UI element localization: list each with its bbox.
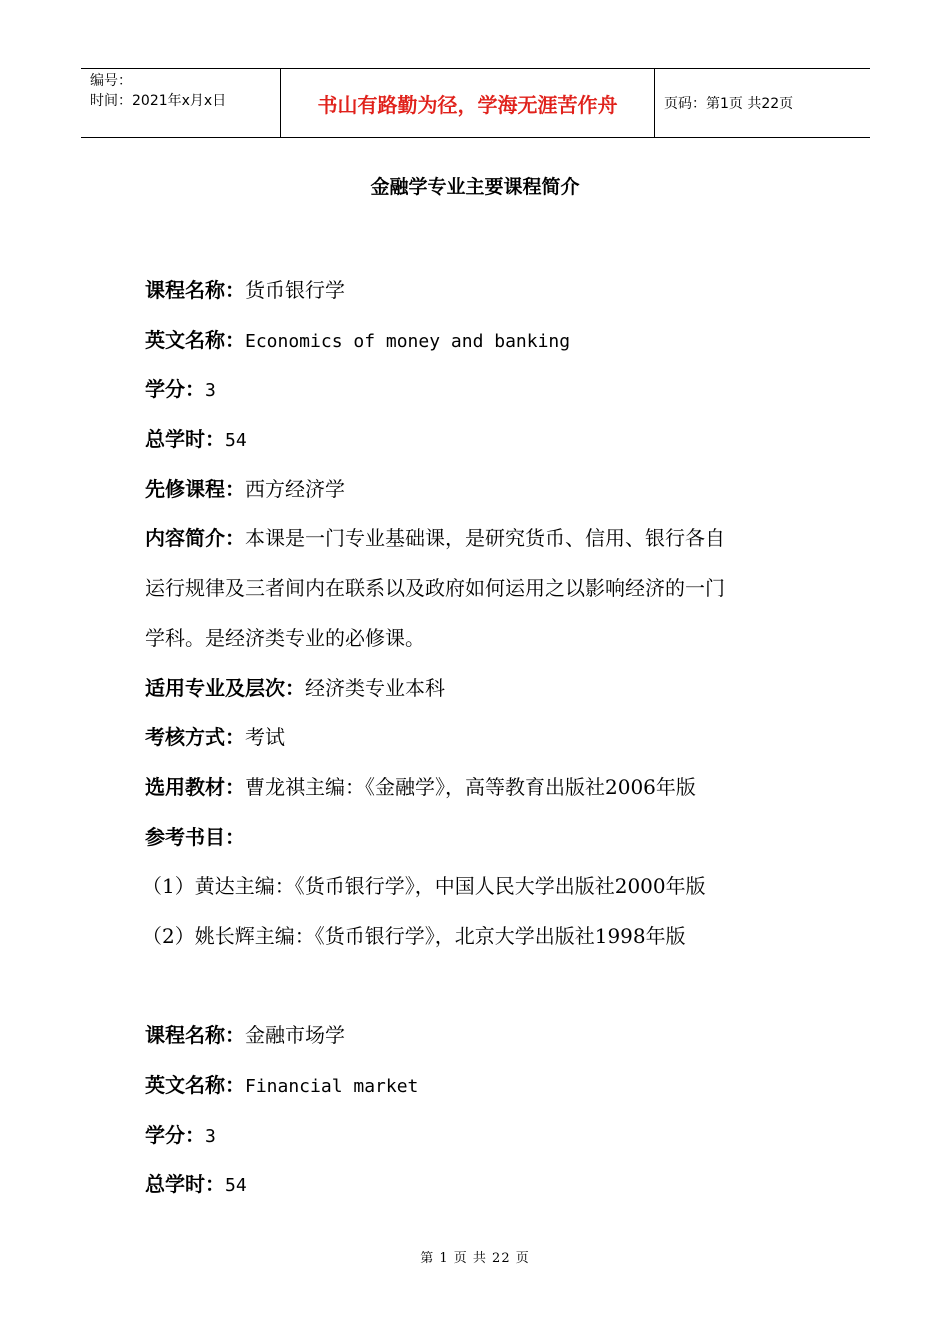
course1-ref-2 (142, 912, 825, 962)
intro-label: 内容简介： (145, 526, 245, 551)
course1-major-line (145, 664, 825, 714)
header-motto: 书山有路勤为径，学海无涯苦作舟 (317, 92, 618, 117)
course1-hours-line (145, 415, 825, 465)
header-meta-cell (81, 69, 281, 137)
document-title: 金融学专业主要课程简介 (370, 176, 580, 198)
ref-1-text: （1）黄达主编：《货币银行学》，中国人民大学出版社2000年版 (142, 874, 706, 899)
course2-credit-line (145, 1111, 825, 1161)
course-name-value: 金融市场学 (245, 1023, 345, 1048)
credit-value: 3 (205, 380, 216, 402)
document-number-label: 编号： (90, 73, 132, 89)
major-label: 适用专业及层次： (145, 675, 305, 700)
course1-intro-line-2 (145, 564, 825, 614)
header-page-cell (655, 69, 870, 137)
document-time-label: 时间：2021年x月x日 (90, 93, 227, 109)
course1-exam-line (145, 713, 825, 763)
hours-value: 54 (225, 430, 247, 452)
course2-name-line (145, 1011, 825, 1061)
course1-textbook-line (145, 763, 825, 813)
hours-value: 54 (225, 1175, 247, 1197)
credit-label: 学分： (145, 377, 205, 402)
course2-hours-line (145, 1160, 825, 1210)
course1-ref-1 (142, 862, 825, 912)
textbook-value: 曹龙祺主编：《金融学》，高等教育出版社2006年版 (245, 774, 696, 799)
page-footer: 第 1 页 共 22 页 (420, 1251, 530, 1266)
major-value: 经济类专业本科 (305, 675, 445, 700)
english-name-value: Economics of money and banking (245, 330, 571, 352)
course-name-value: 货币银行学 (245, 278, 345, 302)
course1-intro-line-3 (145, 614, 825, 664)
prereq-value: 西方经济学 (245, 476, 345, 501)
hours-label: 总学时： (145, 427, 225, 452)
english-name-label: 英文名称： (145, 327, 245, 352)
header-page-info: 页码：第1页 共22页 (664, 96, 794, 112)
textbook-label: 选用教材： (145, 774, 245, 799)
hours-label: 总学时： (145, 1172, 225, 1197)
course1-credit-line (145, 365, 825, 415)
credit-label: 学分： (145, 1122, 205, 1147)
intro-text-2: 运行规律及三者间内在联系以及政府如何运用之以影响经济的一门 (145, 576, 725, 601)
section-gap (145, 962, 825, 1012)
ref-2-text: （2）姚长辉主编：《货币银行学》，北京大学出版社1998年版 (142, 923, 686, 948)
course1-refs-line (145, 813, 825, 863)
course-name-label: 课程名称： (145, 278, 245, 302)
prereq-label: 先修课程： (145, 476, 245, 501)
intro-text-3: 学科。是经济类专业的必修课。 (145, 625, 425, 650)
course1-name-line (145, 266, 825, 316)
course1-intro-line-1 (145, 514, 825, 564)
exam-value: 考试 (245, 725, 285, 750)
credit-value: 3 (205, 1125, 216, 1147)
course1-prereq-line (145, 465, 825, 515)
course-name-label: 课程名称： (145, 1023, 245, 1048)
english-name-value: Financial market (245, 1076, 419, 1097)
intro-text-1: 本课是一门专业基础课，是研究货币、信用、银行各自 (245, 526, 725, 551)
header-motto-cell (281, 69, 655, 137)
english-name-label: 英文名称： (145, 1073, 245, 1097)
course2-english-name-line (145, 1061, 825, 1111)
document-body (142, 266, 825, 1210)
refs-label: 参考书目： (145, 824, 245, 849)
course1-english-name-line (145, 316, 825, 366)
exam-label: 考核方式： (145, 725, 245, 750)
header-table (81, 68, 870, 138)
